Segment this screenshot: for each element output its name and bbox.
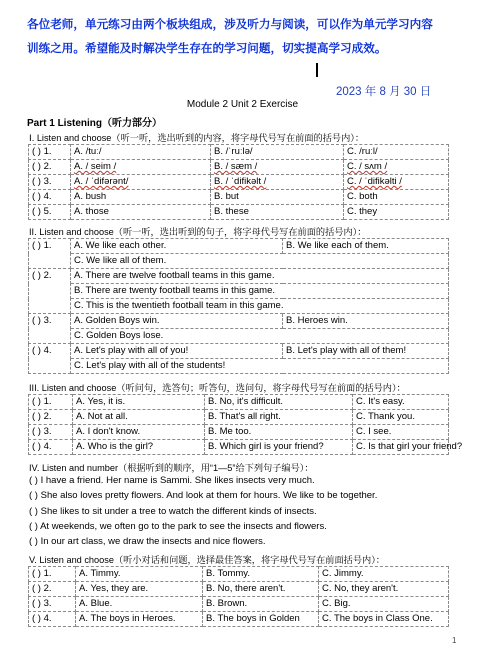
option-b: B. No, there aren't.: [203, 582, 319, 597]
option-b: B. We like each of them.: [283, 239, 449, 254]
option-a: A. Yes, they are.: [76, 582, 203, 597]
option-a: A. / seim /: [71, 160, 211, 175]
section1-instruction: Ⅰ. Listen and choose（听一听，选出听到的内容，将字母代号写在前面的括号内）：: [29, 133, 365, 143]
table-row: [29, 395, 449, 410]
option-c: C. both: [344, 190, 449, 205]
question-number[interactable]: ( ) 3.: [29, 425, 73, 440]
date-label: 2023 年 8 月 30 日: [336, 86, 432, 98]
option-c: C. Big.: [319, 597, 449, 612]
table-row: [29, 612, 449, 627]
table-row: [29, 284, 449, 299]
table-row: [29, 299, 449, 314]
option-a: A. Timmy.: [76, 567, 203, 582]
table-row: [29, 410, 449, 425]
part1-title: Part 1 Listening（听力部分）: [27, 118, 163, 129]
table-row: [29, 344, 449, 359]
section5-table: [28, 566, 449, 627]
option-a: A. bush: [71, 190, 211, 205]
table-row: [29, 175, 449, 190]
option-a: A. The boys in Heroes.: [76, 612, 203, 627]
option-a: A. /tuː/: [71, 145, 211, 160]
question-number[interactable]: ( ) 3.: [29, 314, 71, 344]
option-a: A. / ˈdifərənt/: [71, 175, 211, 190]
option-c: C. The boys in Class One.: [319, 612, 449, 627]
table-row: [29, 425, 449, 440]
option-c: C. / sʌm /: [344, 160, 449, 175]
option-c: C. Thank you.: [353, 410, 449, 425]
teacher-notice: [27, 12, 457, 60]
table-row: [29, 582, 449, 597]
section3-instruction: III. Listen and choose（听问句，选答句；听答句，选问句，将字母代号写在前面的括号内）：: [29, 383, 406, 393]
table-row: [29, 567, 449, 582]
option-c: C. I see.: [353, 425, 449, 440]
option-a: A. There are twelve football teams in this game.: [71, 269, 449, 284]
table-row: [29, 190, 449, 205]
option-a: A. Not at all.: [73, 410, 205, 425]
option-c: C. We like all of them.: [71, 254, 449, 269]
option-b: B. Let's play with all of them!: [283, 344, 449, 359]
option-c: C. /ruːl/: [344, 145, 449, 160]
option-b: B. The boys in Golden: [203, 612, 319, 627]
option-c: C. they: [344, 205, 449, 220]
section5-instruction: V. Listen and choose（听小对话和问题，选择最佳答案，将字母代号写在前面括号内）：: [29, 555, 385, 565]
list-item: ( ) At weekends, we often go to the park to see the insects and flowers.: [29, 521, 327, 532]
notice-line-1: 各位老师，单元练习由两个板块组成，涉及听力与阅读，可以作为单元学习内容: [27, 17, 433, 31]
option-b: B. There are twenty football teams in this game.: [71, 284, 449, 299]
question-number[interactable]: ( ) 2.: [29, 582, 76, 597]
option-a: A. I don't know.: [73, 425, 205, 440]
question-number[interactable]: ( ) 3.: [29, 175, 71, 190]
table-row: [29, 597, 449, 612]
option-b: B. Me too.: [205, 425, 353, 440]
question-number[interactable]: ( ) 2.: [29, 269, 71, 314]
question-number[interactable]: ( ) 4.: [29, 190, 71, 205]
option-b: B. Brown.: [203, 597, 319, 612]
list-item: ( ) She also loves pretty flowers. And look at them for hours. We like to be together.: [29, 490, 378, 501]
option-a: A. Yes, it is.: [73, 395, 205, 410]
option-c: C. / ˈdifikəlti /: [344, 175, 449, 190]
option-a: A. Golden Boys win.: [71, 314, 283, 329]
option-b: B. / sæm /: [211, 160, 344, 175]
option-c: C. No, they aren't.: [319, 582, 449, 597]
option-c: C. Let's play with all of the students!: [71, 359, 449, 374]
option-c: C. Golden Boys lose.: [71, 329, 449, 344]
table-row: [29, 205, 449, 220]
section4-instruction: IV. Listen and number（根据听到的顺序，用“1—5”给下列句子编号）：: [29, 463, 314, 473]
table-row: [29, 359, 449, 374]
option-a: A. Who is the girl?: [73, 440, 205, 455]
option-b: B. Which girl is your friend?: [205, 440, 353, 455]
option-c: C. Is that girl your friend?: [353, 440, 449, 455]
option-c: C. This is the twentieth football team in this game.: [71, 299, 449, 314]
question-number[interactable]: ( ) 1.: [29, 239, 71, 269]
question-number[interactable]: ( ) 2.: [29, 410, 73, 425]
option-b: B. Tommy.: [203, 567, 319, 582]
option-b: B. That's all right.: [205, 410, 353, 425]
question-number[interactable]: ( ) 4.: [29, 612, 76, 627]
list-item: ( ) I have a friend. Her name is Sammi. She likes insects very much.: [29, 475, 315, 486]
table-row: [29, 145, 449, 160]
option-c: C. Jimmy.: [319, 567, 449, 582]
question-number[interactable]: ( ) 2.: [29, 160, 71, 175]
option-b: B. but: [211, 190, 344, 205]
option-a: A. Blue.: [76, 597, 203, 612]
table-row: [29, 329, 449, 344]
question-number[interactable]: ( ) 1.: [29, 567, 76, 582]
option-b: B. these: [211, 205, 344, 220]
text-cursor: [316, 63, 318, 77]
question-number[interactable]: ( ) 4.: [29, 440, 73, 455]
question-number[interactable]: ( ) 3.: [29, 597, 76, 612]
page-number: 1: [452, 636, 457, 645]
section2-instruction: II. Listen and choose（听一听，选出听到的句子，将字母代号写在前面的括号内）：: [29, 227, 367, 237]
table-row: [29, 269, 449, 284]
question-number[interactable]: ( ) 5.: [29, 205, 71, 220]
table-row: [29, 160, 449, 175]
notice-line-2: 训练之用。希望能及时解决学生存在的学习问题，切实提高学习成效。: [27, 41, 387, 55]
table-row: [29, 254, 449, 269]
option-a: A. Let's play with all of you!: [71, 344, 283, 359]
section2-table: [28, 238, 449, 374]
question-number[interactable]: ( ) 1.: [29, 395, 73, 410]
option-b: B. /ˈruːlə/: [211, 145, 344, 160]
question-number[interactable]: ( ) 4.: [29, 344, 71, 374]
document-title: Module 2 Unit 2 Exercise: [186, 99, 299, 110]
option-a: A. those: [71, 205, 211, 220]
question-number[interactable]: ( ) 1.: [29, 145, 71, 160]
section3-table: [28, 394, 463, 455]
option-b: B. Heroes win.: [283, 314, 449, 329]
option-a: A. We like each other.: [71, 239, 283, 254]
option-b: B. / ˈdifikəlt /: [211, 175, 344, 190]
list-item: ( ) In our art class, we draw the insects and nice flowers.: [29, 536, 266, 547]
table-row: [29, 239, 449, 254]
option-c: C. It's easy.: [353, 395, 449, 410]
table-row: [29, 440, 449, 455]
table-row: [29, 314, 449, 329]
section1-table: [28, 144, 449, 220]
list-item: ( ) She likes to sit under a tree to watch the different kinds of insects.: [29, 506, 317, 517]
option-b: B. No, it's difficult.: [205, 395, 353, 410]
